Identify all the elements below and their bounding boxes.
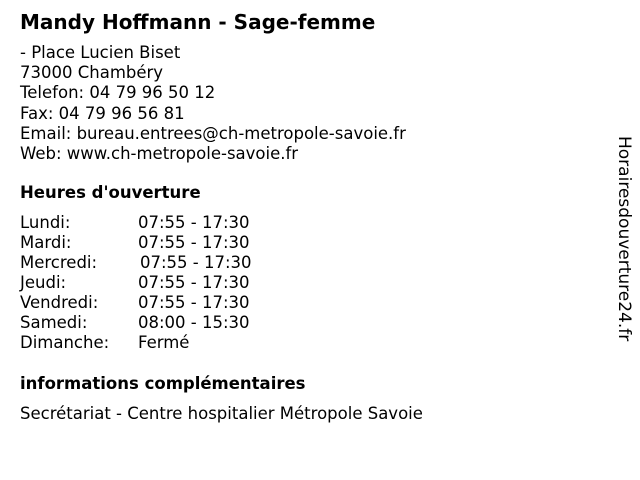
hours-row-mardi — [20, 233, 280, 253]
site-watermark: Horairesdouverture24.fr — [614, 136, 634, 342]
page-title: Mandy Hoffmann - Sage-femme — [20, 10, 376, 34]
hours-time: 07:55 - 17:30 — [138, 233, 250, 252]
opening-hours-table — [20, 213, 280, 353]
web-line: Web: www.ch-metropole-savoie.fr — [20, 144, 299, 164]
hours-day: Dimanche: — [20, 333, 110, 352]
email-line: Email: bureau.entrees@ch-metropole-savoie.fr — [20, 123, 406, 143]
hours-time: 07:55 - 17:30 — [140, 253, 252, 272]
hours-day: Mercredi: — [20, 253, 98, 272]
hours-row-jeudi — [20, 273, 280, 293]
hours-row-dimanche — [20, 333, 280, 353]
hours-time: Fermé — [138, 333, 190, 352]
hours-day: Jeudi: — [20, 273, 67, 292]
hours-row-vendredi — [20, 293, 280, 313]
hours-time: 07:55 - 17:30 — [138, 273, 250, 292]
hours-row-samedi — [20, 313, 280, 333]
hours-day: Mardi: — [20, 233, 72, 252]
contact-block — [20, 43, 406, 164]
hours-row-lundi — [20, 213, 280, 233]
hours-time: 07:55 - 17:30 — [138, 293, 250, 312]
additional-info-text: Secrétariat - Centre hospitalier Métropole Savoie — [20, 404, 423, 423]
hours-time: 08:00 - 15:30 — [138, 313, 250, 332]
hours-day: Lundi: — [20, 213, 71, 232]
hours-day: Vendredi: — [20, 293, 99, 312]
fax-line: Fax: 04 79 96 56 81 — [20, 103, 185, 123]
opening-hours-heading: Heures d'ouverture — [20, 183, 201, 202]
hours-row-mercredi — [20, 253, 280, 273]
hours-day: Samedi: — [20, 313, 88, 332]
address-street: - Place Lucien Biset — [20, 43, 181, 62]
hours-time: 07:55 - 17:30 — [138, 213, 250, 232]
additional-info-heading: informations complémentaires — [20, 374, 306, 393]
phone-line: Telefon: 04 79 96 50 12 — [20, 83, 216, 103]
address-city: 73000 Chambéry — [20, 63, 164, 83]
